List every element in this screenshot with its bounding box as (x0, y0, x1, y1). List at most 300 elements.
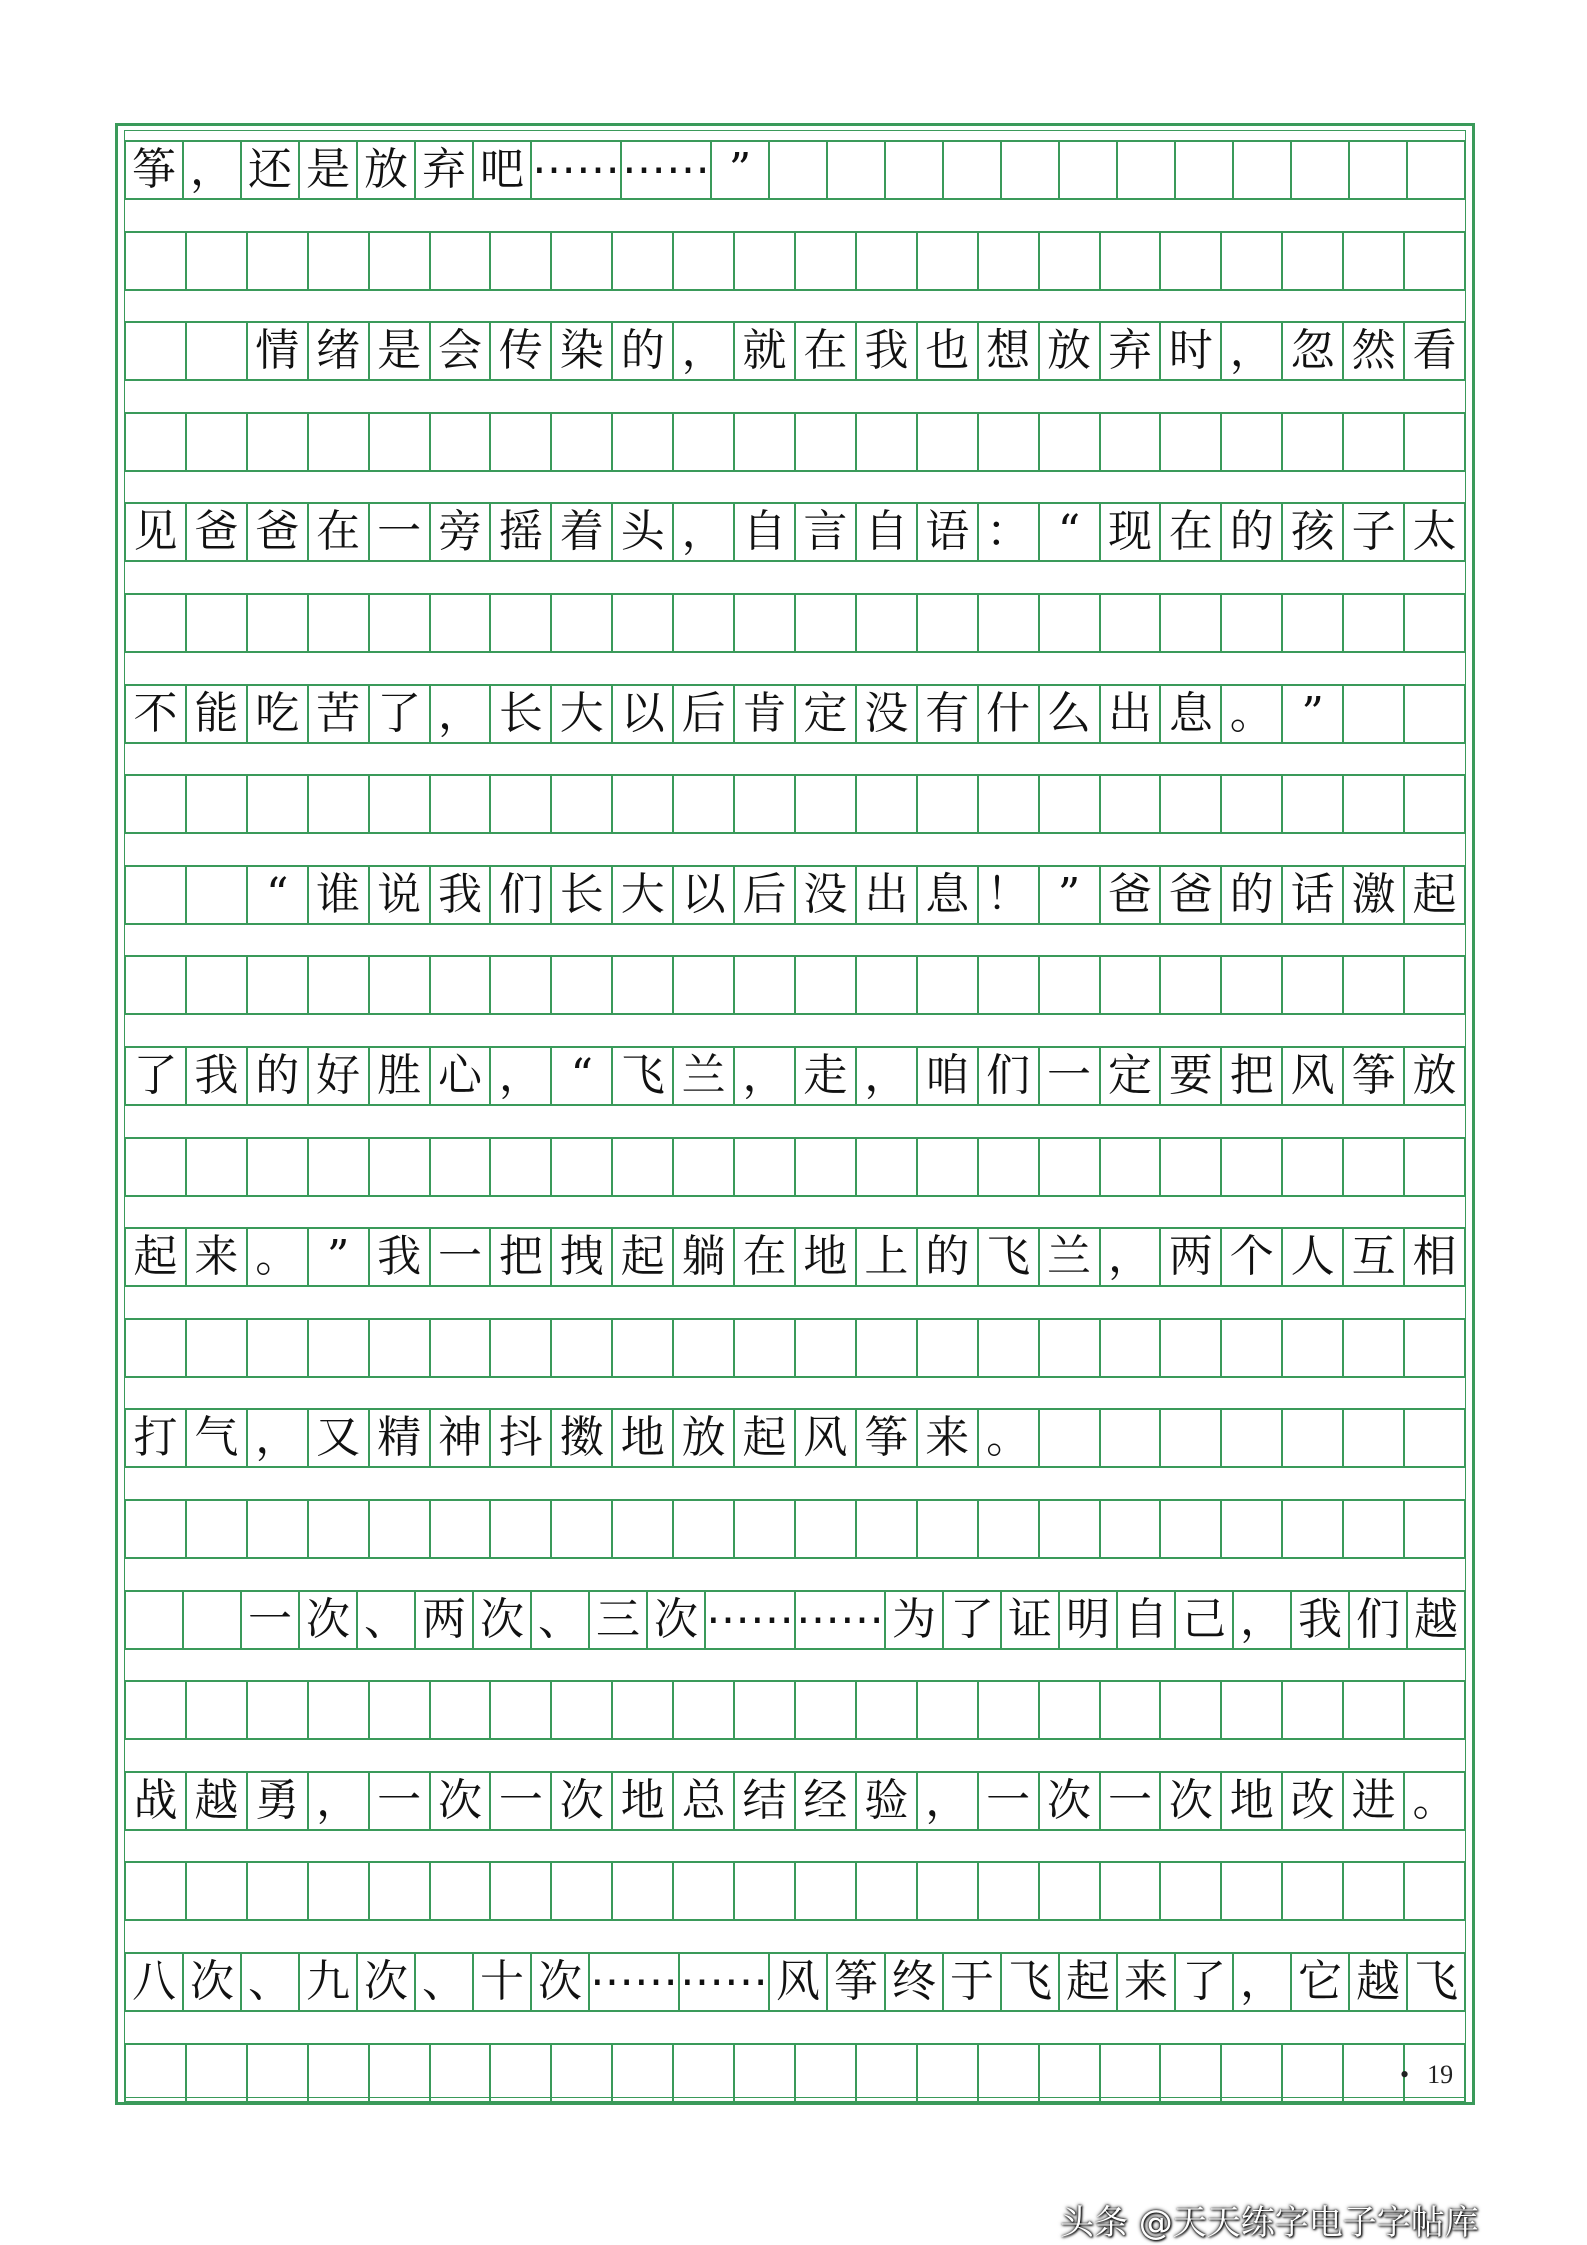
grid-cell: 长 (491, 686, 552, 742)
grid-cell (796, 1139, 857, 1195)
grid-cell (491, 1501, 552, 1557)
grid-cell: 一 (491, 1773, 552, 1829)
grid-cell (124, 1682, 187, 1738)
grid-cell: 次 (532, 1954, 590, 2010)
grid-cell: 飞 (1408, 1954, 1466, 2010)
grid-cell: 八 (124, 1954, 184, 2010)
grid-cell (370, 1682, 431, 1738)
grid-cell (370, 1320, 431, 1376)
grid-cell (1405, 957, 1466, 1013)
grid-cell: 的 (613, 323, 674, 379)
grid-cell: 的 (248, 1048, 309, 1104)
grid-cell: 想 (979, 323, 1040, 379)
grid-cell (1101, 776, 1162, 832)
grid-cell: 弃 (416, 142, 474, 198)
grid-cell (944, 142, 1002, 198)
grid-cell (187, 233, 248, 289)
grid-cell: 次 (1040, 1773, 1101, 1829)
grid-cell: 地 (1222, 1773, 1283, 1829)
grid-cell (309, 776, 370, 832)
grid-cell: 定 (1101, 1048, 1162, 1104)
grid-cell: 风 (796, 1410, 857, 1466)
grid-cell: 一 (242, 1592, 300, 1648)
watermark: 头条 @天天练字电子字帖库 (1060, 2203, 1479, 2243)
grid-cell (552, 957, 613, 1013)
grid-cell: 次 (1161, 1773, 1222, 1829)
grid-cell (1101, 1863, 1162, 1919)
grid-cell: 进 (1344, 1773, 1405, 1829)
grid-cell (187, 2045, 248, 2101)
grid-cell (735, 233, 796, 289)
grid-cell: 出 (1101, 686, 1162, 742)
grid-cell (1101, 1320, 1162, 1376)
grid-cell (124, 2045, 187, 2101)
grid-cell (674, 2045, 735, 2101)
grid-cell: ⋯⋯ (796, 1592, 886, 1648)
grid-cell (309, 1139, 370, 1195)
grid-cell (1283, 233, 1344, 289)
grid-cell (1040, 1863, 1101, 1919)
grid-cell (187, 1139, 248, 1195)
grid-cell: 的 (918, 1229, 979, 1285)
grid-cell (979, 2045, 1040, 2101)
grid-cell: 。 (1222, 686, 1283, 742)
grid-cell (1040, 233, 1101, 289)
grid-cell (1405, 1139, 1466, 1195)
blank-row (124, 774, 1466, 834)
grid-cell: 飞 (613, 1048, 674, 1104)
grid-cell (857, 1501, 918, 1557)
grid-cell: 自 (1118, 1592, 1176, 1648)
grid-cell (124, 957, 187, 1013)
grid-cell: 证 (1002, 1592, 1060, 1648)
grid-cell (979, 1682, 1040, 1738)
grid-cell (309, 1863, 370, 1919)
grid-cell: 一 (431, 1229, 492, 1285)
grid-cell: ” (309, 1229, 370, 1285)
grid-cell: ， (184, 142, 242, 198)
grid-cell (124, 233, 187, 289)
grid-cell: 起 (613, 1229, 674, 1285)
grid-cell: 为 (886, 1592, 944, 1648)
grid-cell: 风 (770, 1954, 828, 2010)
grid-cell (613, 1501, 674, 1557)
text-row (124, 140, 1466, 200)
grid-cell: 我 (431, 867, 492, 923)
grid-cell: 的 (1222, 504, 1283, 560)
grid-cell (613, 776, 674, 832)
grid-cell: 己 (1176, 1592, 1234, 1648)
grid-cell: 摇 (491, 504, 552, 560)
grid-cell: 两 (416, 1592, 474, 1648)
grid-cell: 爸 (248, 504, 309, 560)
grid-cell (248, 1682, 309, 1738)
grid-cell (674, 595, 735, 651)
grid-cell (1161, 957, 1222, 1013)
grid-cell (187, 323, 248, 379)
grid-cell: 息 (918, 867, 979, 923)
blank-row (124, 231, 1466, 291)
grid-cell (370, 1139, 431, 1195)
grid-cell (1222, 233, 1283, 289)
grid-cell: 看 (1405, 323, 1466, 379)
grid-cell (735, 1501, 796, 1557)
grid-cell: 结 (735, 1773, 796, 1829)
grid-cell (796, 595, 857, 651)
grid-cell (309, 2045, 370, 2101)
grid-cell (1040, 1320, 1101, 1376)
grid-cell (552, 1501, 613, 1557)
text-row (124, 1408, 1466, 1468)
grid-cell: 爸 (187, 504, 248, 560)
grid-cell: 要 (1161, 1048, 1222, 1104)
grid-cell (918, 414, 979, 470)
grid-cell (124, 1501, 187, 1557)
grid-cell (1405, 686, 1466, 742)
grid-cell: 起 (1060, 1954, 1118, 2010)
grid-cell: 九 (300, 1954, 358, 2010)
grid-cell (491, 1682, 552, 1738)
grid-cell: ， (248, 1410, 309, 1466)
grid-cell (979, 414, 1040, 470)
grid-cell (1405, 1320, 1466, 1376)
grid-cell: 话 (1283, 867, 1344, 923)
grid-cell (309, 1682, 370, 1738)
grid-cell: 起 (124, 1229, 187, 1285)
grid-cell: 忽 (1283, 323, 1344, 379)
grid-cell (1222, 1410, 1283, 1466)
grid-cell (1405, 595, 1466, 651)
grid-cell: 们 (1350, 1592, 1408, 1648)
grid-cell (187, 1320, 248, 1376)
grid-cell: 吃 (248, 686, 309, 742)
grid-cell (124, 776, 187, 832)
blank-row (124, 1861, 1466, 1921)
grid-cell (1408, 142, 1466, 198)
grid-cell (1344, 1863, 1405, 1919)
grid-cell (1118, 142, 1176, 198)
grid-cell: 以 (674, 867, 735, 923)
grid-cell (918, 776, 979, 832)
grid-cell: 了 (944, 1592, 1002, 1648)
grid-cell: 就 (735, 323, 796, 379)
grid-cell (1405, 233, 1466, 289)
grid-cell (674, 776, 735, 832)
grid-cell (1222, 1501, 1283, 1557)
grid-cell (796, 233, 857, 289)
grid-cell (613, 1139, 674, 1195)
grid-cell (1101, 1501, 1162, 1557)
grid-cell: 打 (124, 1410, 187, 1466)
grid-cell: 一 (1040, 1048, 1101, 1104)
grid-cell (370, 1863, 431, 1919)
grid-cell: 么 (1040, 686, 1101, 742)
grid-cell: ， (857, 1048, 918, 1104)
grid-cell (309, 1320, 370, 1376)
grid-cell: 是 (300, 142, 358, 198)
grid-cell (735, 2045, 796, 2101)
grid-cell (918, 1501, 979, 1557)
grid-cell (1161, 1410, 1222, 1466)
grid-cell (857, 233, 918, 289)
grid-cell (1040, 595, 1101, 651)
grid-cell: ， (674, 504, 735, 560)
text-row (124, 321, 1466, 381)
grid-cell (1161, 1501, 1222, 1557)
grid-cell: 不 (124, 686, 187, 742)
grid-cell (613, 1863, 674, 1919)
grid-cell: 自 (735, 504, 796, 560)
grid-cell: 来 (918, 1410, 979, 1466)
grid-cell: 、 (242, 1954, 300, 2010)
grid-cell: 气 (187, 1410, 248, 1466)
grid-cell: 地 (796, 1229, 857, 1285)
grid-cell (1101, 1682, 1162, 1738)
grid-cell: 地 (613, 1410, 674, 1466)
grid-cell: 勇 (248, 1773, 309, 1829)
grid-cell: ⋯⋯ (680, 1954, 770, 2010)
grid-cell: 头 (613, 504, 674, 560)
grid-cell (1222, 414, 1283, 470)
grid-cell: 次 (474, 1592, 532, 1648)
grid-cell (491, 414, 552, 470)
grid-cell: 旁 (431, 504, 492, 560)
grid-cell (1222, 595, 1283, 651)
grid-cell: 然 (1344, 323, 1405, 379)
grid-cell: 总 (674, 1773, 735, 1829)
grid-cell (1283, 1682, 1344, 1738)
grid-cell: 、 (416, 1954, 474, 2010)
grid-cell (1283, 414, 1344, 470)
blank-row (124, 2043, 1466, 2103)
grid-cell: 兰 (674, 1048, 735, 1104)
text-row (124, 1046, 1466, 1106)
grid-cell: 放 (358, 142, 416, 198)
grid-cell (918, 1682, 979, 1738)
grid-cell: ， (309, 1773, 370, 1829)
grid-cell: 战 (124, 1773, 187, 1829)
grid-cell: 以 (613, 686, 674, 742)
grid-cell: 飞 (1002, 1954, 1060, 2010)
grid-cell: 风 (1283, 1048, 1344, 1104)
grid-cell (1101, 595, 1162, 651)
grid-cell: 言 (796, 504, 857, 560)
grid-cell (431, 233, 492, 289)
grid-cell: 会 (431, 323, 492, 379)
blank-row (124, 593, 1466, 653)
grid-cell: 次 (358, 1954, 416, 2010)
grid-cell (248, 1863, 309, 1919)
grid-cell: 、 (358, 1592, 416, 1648)
grid-cell (1283, 595, 1344, 651)
grid-cell (1283, 1410, 1344, 1466)
grid-cell (552, 1139, 613, 1195)
grid-cell (886, 142, 944, 198)
grid-cell: 在 (796, 323, 857, 379)
grid-cell (1344, 1320, 1405, 1376)
grid-cell (187, 867, 248, 923)
grid-cell (248, 776, 309, 832)
grid-cell (124, 323, 187, 379)
grid-cell (735, 1863, 796, 1919)
grid-cell: 激 (1344, 867, 1405, 923)
grid-cell (1161, 1863, 1222, 1919)
grid-cell (918, 957, 979, 1013)
grid-cell: 筝 (124, 142, 184, 198)
grid-cell (552, 414, 613, 470)
grid-cell: 染 (552, 323, 613, 379)
grid-cell: 苦 (309, 686, 370, 742)
grid-cell (674, 414, 735, 470)
grid-cell (248, 2045, 309, 2101)
grid-cell: 走 (796, 1048, 857, 1104)
grid-cell (552, 1863, 613, 1919)
grid-cell (1101, 2045, 1162, 2101)
grid-cell (857, 957, 918, 1013)
grid-cell (491, 2045, 552, 2101)
grid-cell (491, 595, 552, 651)
text-row (124, 1590, 1466, 1650)
grid-cell: 爸 (1161, 867, 1222, 923)
grid-cell: ⋯⋯ (706, 1592, 796, 1648)
grid-cell: 、 (532, 1592, 590, 1648)
grid-cell (979, 776, 1040, 832)
grid-cell (857, 776, 918, 832)
grid-cell (918, 1139, 979, 1195)
text-row (124, 865, 1466, 925)
grid-cell: 没 (796, 867, 857, 923)
grid-cell (1283, 1320, 1344, 1376)
grid-cell: 情 (248, 323, 309, 379)
grid-cell: 筝 (1344, 1048, 1405, 1104)
grid-cell: 地 (613, 1773, 674, 1829)
grid-cell: 兰 (1040, 1229, 1101, 1285)
grid-cell: ， (1222, 323, 1283, 379)
grid-cell: “ (552, 1048, 613, 1104)
grid-cell (1405, 1682, 1466, 1738)
grid-cell (1344, 414, 1405, 470)
grid-cell: 在 (1161, 504, 1222, 560)
grid-cell (1040, 1410, 1101, 1466)
grid-cell: 。 (1405, 1773, 1466, 1829)
page-number-value: 19 (1427, 2060, 1454, 2089)
grid-cell (248, 1501, 309, 1557)
grid-cell: 改 (1283, 1773, 1344, 1829)
grid-cell: 越 (187, 1773, 248, 1829)
grid-cell: 出 (857, 867, 918, 923)
grid-cell: 是 (370, 323, 431, 379)
grid-cell (735, 1139, 796, 1195)
grid-cell: 太 (1405, 504, 1466, 560)
grid-cell (613, 595, 674, 651)
grid-cell: 好 (309, 1048, 370, 1104)
grid-cell (857, 1320, 918, 1376)
text-row (124, 502, 1466, 562)
grid-cell (1161, 1682, 1222, 1738)
grid-cell (309, 233, 370, 289)
grid-cell (1176, 142, 1234, 198)
text-row (124, 1227, 1466, 1287)
grid-cell: 自 (857, 504, 918, 560)
grid-cell: 谁 (309, 867, 370, 923)
grid-cell: ， (1234, 1592, 1292, 1648)
grid-cell: 越 (1350, 1954, 1408, 2010)
grid-cell (1222, 776, 1283, 832)
grid-cell: “ (248, 867, 309, 923)
grid-cell (431, 776, 492, 832)
grid-cell (124, 1320, 187, 1376)
grid-cell (187, 957, 248, 1013)
grid-cell (1344, 233, 1405, 289)
grid-cell (979, 1139, 1040, 1195)
grid-cell: ， (1101, 1229, 1162, 1285)
grid-cell (187, 1863, 248, 1919)
grid-cell (1161, 1320, 1222, 1376)
grid-cell (491, 233, 552, 289)
grid-cell: 来 (187, 1229, 248, 1285)
grid-cell (979, 1320, 1040, 1376)
grid-cell: 心 (431, 1048, 492, 1104)
grid-cell (124, 595, 187, 651)
grid-cell: 大 (552, 686, 613, 742)
grid-cell: 起 (1405, 867, 1466, 923)
grid-cell (370, 2045, 431, 2101)
grid-cell (1161, 233, 1222, 289)
grid-cell (1161, 595, 1222, 651)
blank-row (124, 1318, 1466, 1378)
grid-cell: 时 (1161, 323, 1222, 379)
grid-cell (918, 1320, 979, 1376)
grid-cell (674, 1501, 735, 1557)
grid-cell (857, 595, 918, 651)
grid-cell: 互 (1344, 1229, 1405, 1285)
grid-cell: 咱 (918, 1048, 979, 1104)
grid-cell (1040, 1139, 1101, 1195)
grid-cell (735, 957, 796, 1013)
grid-cell (431, 957, 492, 1013)
grid-cell: 筝 (857, 1410, 918, 1466)
grid-cell (370, 414, 431, 470)
grid-cell: ， (735, 1048, 796, 1104)
grid-cell: 肯 (735, 686, 796, 742)
grid-cell: 也 (918, 323, 979, 379)
grid-cell: 孩 (1283, 504, 1344, 560)
grid-cell: 又 (309, 1410, 370, 1466)
grid-cell: 着 (552, 504, 613, 560)
grid-cell (857, 414, 918, 470)
grid-cell (1222, 1139, 1283, 1195)
grid-cell: 们 (979, 1048, 1040, 1104)
grid-cell (796, 1501, 857, 1557)
grid-cell: 飞 (979, 1229, 1040, 1285)
grid-cell: 弃 (1101, 323, 1162, 379)
grid-cell (979, 957, 1040, 1013)
grid-cell (1040, 1682, 1101, 1738)
grid-cell (1040, 1501, 1101, 1557)
grid-cell (796, 1682, 857, 1738)
grid-cell: 传 (491, 323, 552, 379)
grid-cell: 次 (552, 1773, 613, 1829)
grid-cell: 了 (370, 686, 431, 742)
grid-cell: 筝 (828, 1954, 886, 2010)
grid-cell (918, 1863, 979, 1919)
grid-cell: 语 (918, 504, 979, 560)
grid-cell (1344, 1139, 1405, 1195)
grid-cell (491, 1139, 552, 1195)
grid-cell: 三 (590, 1592, 648, 1648)
grid-cell (674, 1682, 735, 1738)
grid-cell (1161, 776, 1222, 832)
